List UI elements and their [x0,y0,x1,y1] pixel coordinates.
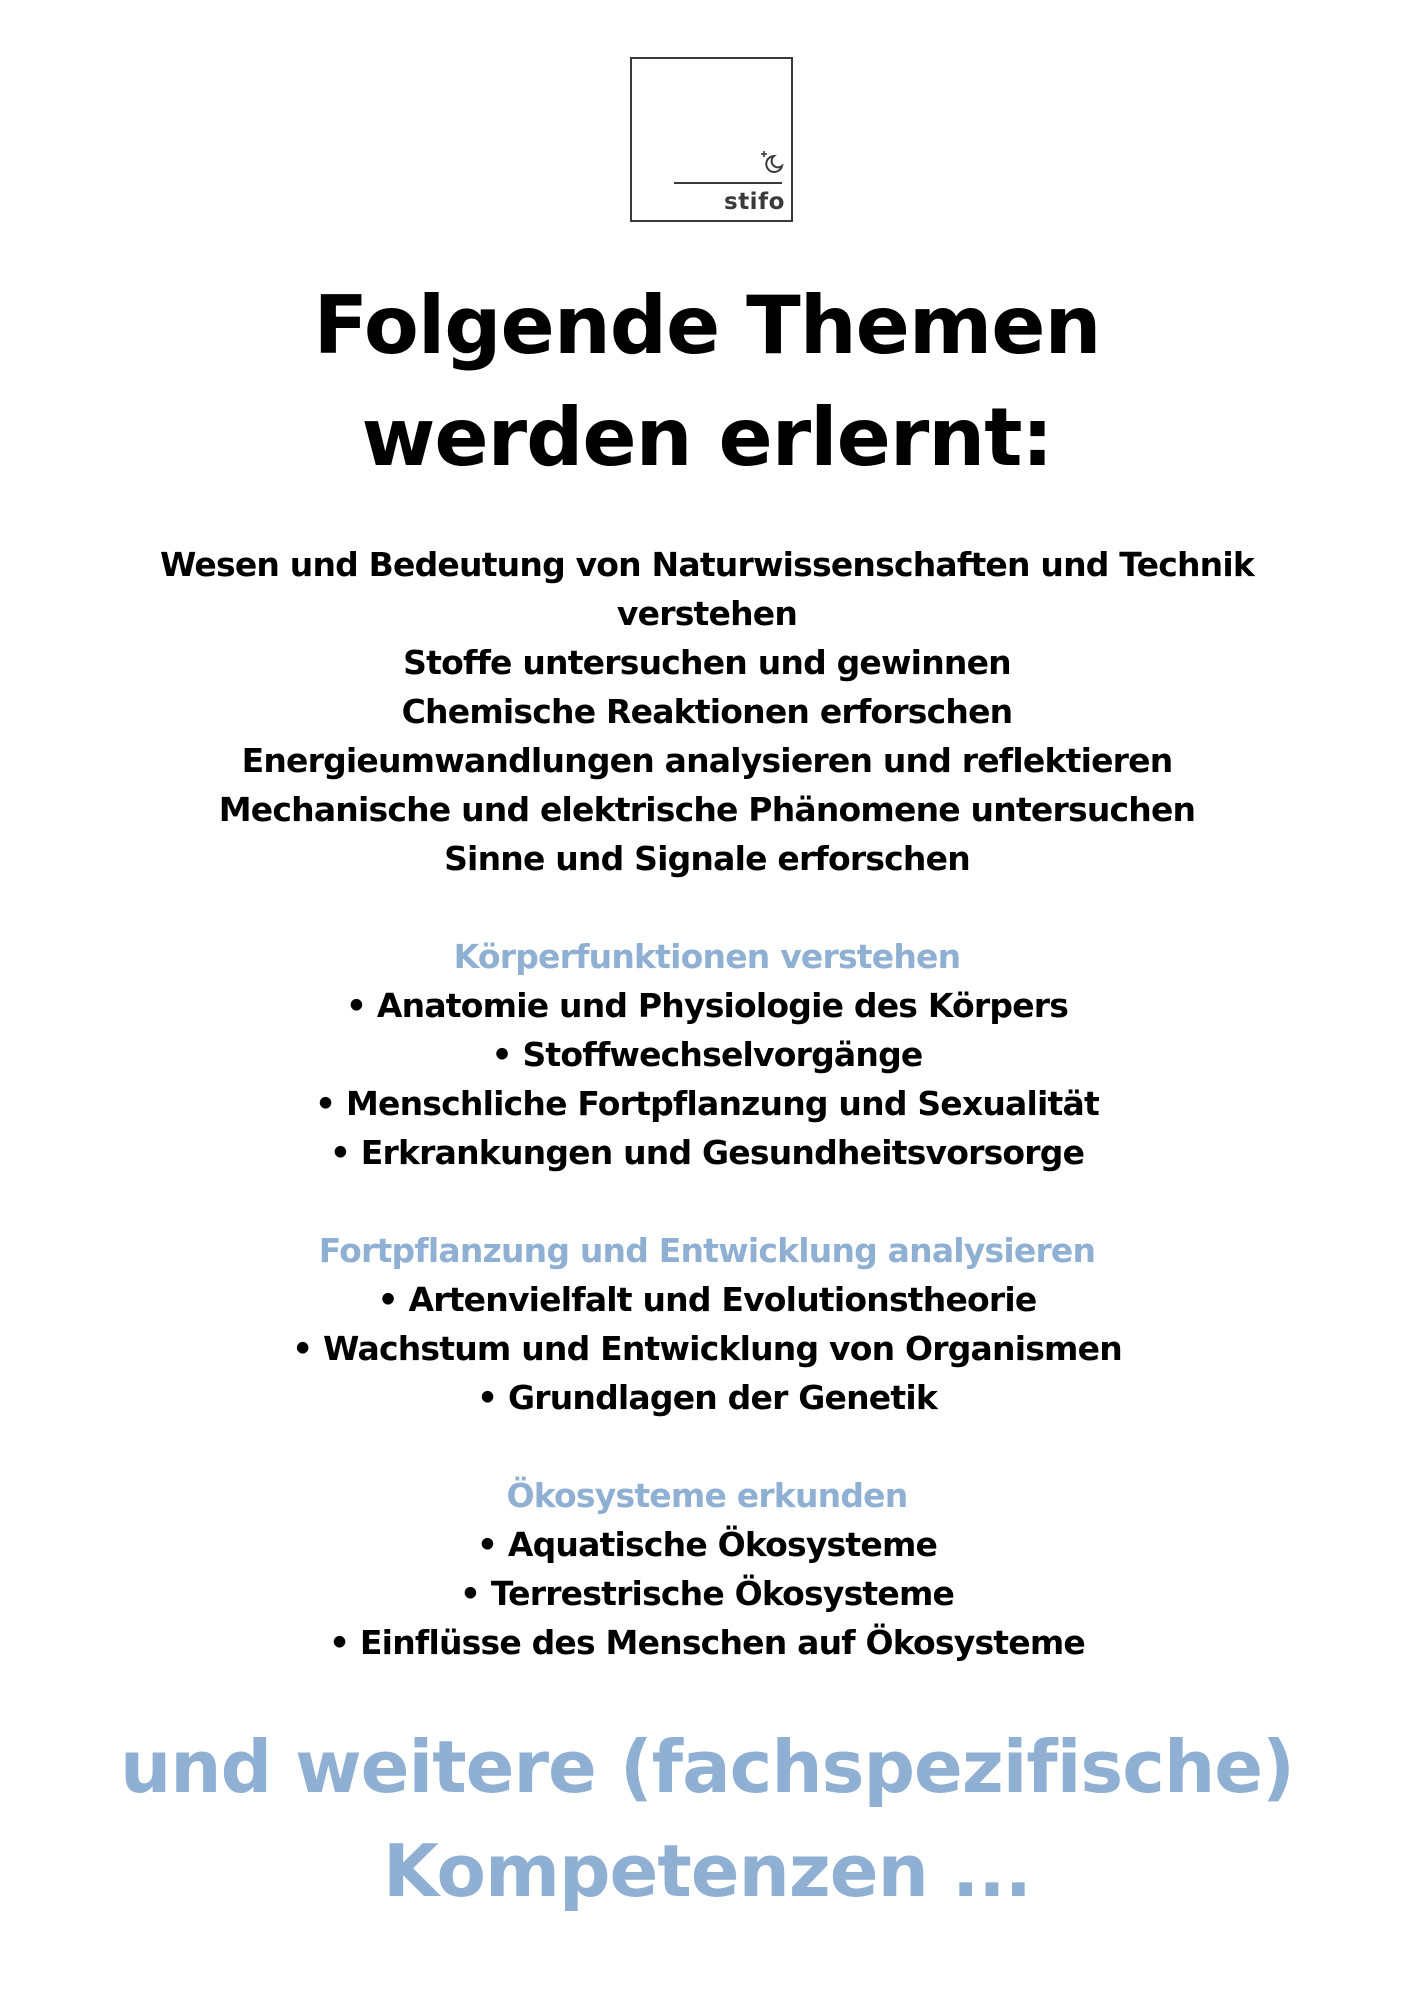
page-title-line-2: werden erlernt: [361,391,1053,484]
closing-line-1: und weitere (fachspezifische) [120,1725,1294,1809]
topic-list [0,540,1414,1667]
list-item: • Grundlagen der Genetik [476,1378,938,1417]
list-item: • Stoffwechselvorgänge [491,1035,923,1074]
intro-item: Stoffe untersuchen und gewinnen [403,643,1011,682]
closing-statement [0,1715,1414,1923]
intro-item: Mechanische und elektrische Phänomene untersuchen [218,790,1196,829]
list-item: • Wachstum und Entwicklung von Organismen [292,1329,1122,1368]
spacer [0,1422,1414,1471]
spacer [0,883,1414,932]
list-item: • Terrestrische Ökosysteme [459,1574,955,1613]
page-title [0,270,1414,494]
logo-text: stifo [724,189,785,215]
page-title-line-1: Folgende Themen [313,279,1101,372]
spacer [0,1177,1414,1226]
intro-item: Energieumwandlungen analysieren und reflektieren [241,741,1173,780]
list-item: • Anatomie und Physiologie des Körpers [345,986,1069,1025]
intro-item: verstehen [616,594,798,633]
closing-line-2: Kompetenzen ... [382,1829,1031,1913]
list-item: • Artenvielfalt und Evolutionstheorie [377,1280,1037,1319]
section-heading: Fortpflanzung und Entwicklung analysieren [318,1231,1096,1270]
logo [630,57,793,222]
intro-item: Chemische Reaktionen erforschen [401,692,1013,731]
list-item: • Einflüsse des Menschen auf Ökosysteme [328,1623,1086,1662]
section-heading: Ökosysteme erkunden [506,1476,908,1515]
list-item: • Aquatische Ökosysteme [476,1525,938,1564]
logo-line [674,182,782,184]
section-heading: Körperfunktionen verstehen [453,937,961,976]
intro-item: Sinne und Signale erforschen [444,839,970,878]
list-item: • Menschliche Fortpflanzung und Sexualität [315,1084,1099,1123]
moon-sparkle-icon [755,147,785,177]
intro-item: Wesen und Bedeutung von Naturwissenschaften und Technik [159,545,1255,584]
list-item: • Erkrankungen und Gesundheitsvorsorge [329,1133,1085,1172]
